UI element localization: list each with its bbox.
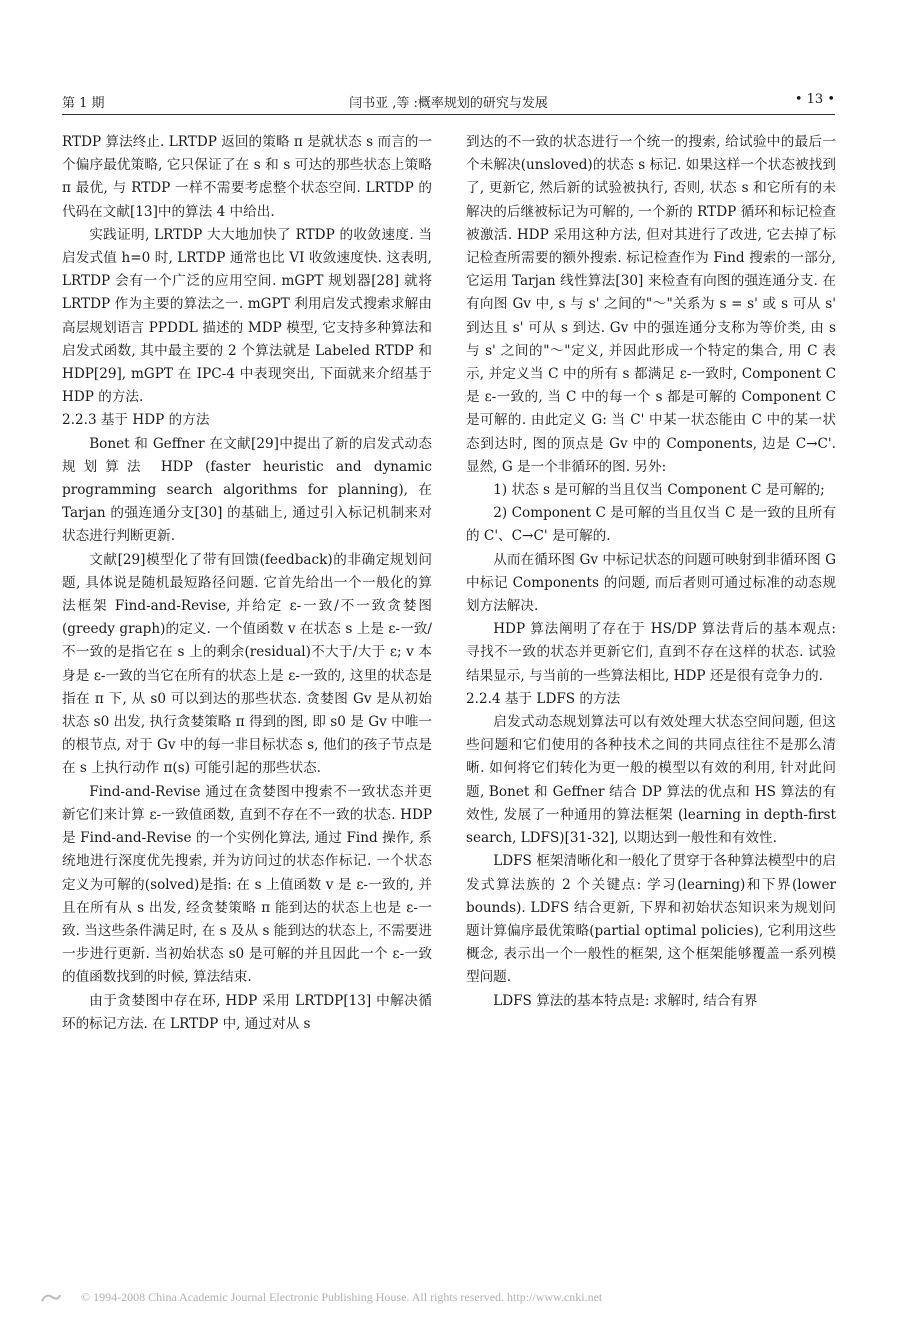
page-number: • 13 • — [794, 92, 835, 107]
paragraph: 从而在循环图 Gv 中标记状态的问题可映射到非循环图 G 中标记 Components 的问题, 而后者则可通过标准的动态规划方法解决. — [466, 551, 836, 615]
paragraph: Find-and-Revise 通过在贪婪图中搜索不一致状态并更新它们来计算 ε-一致值函数, 直到不存在不一致的状态. HDP 是 Find-and-Revise 的一个实例化算法, 通过 Find 操作, 系统地进行深度优先搜索, 并为访问过的状态作标记. 一个状态定义为可解的(solved)是指: 在 s 上值函数 v 是 ε-一致的, 并且在所有从 s 出发, 经贪婪策略 π 能到达的状态上也是 ε-一致. 当这些条件满足时, 在 s 及从 s 能到达的状态上, 不需要进一步进行更新. 当初始状态 s0 是可解的并且因此一个 ε-一致的值函数找到的时候, 算法结束. — [62, 783, 432, 986]
paragraph: LDFS 算法的基本特点是: 求解时, 结合有界 — [493, 992, 758, 1009]
cnki-logo-icon — [40, 1291, 62, 1305]
copyright-text: © 1994-2008 China Academic Journal Electronic Publishing House. All rights reserved. http://www.cnki.net — [81, 1290, 603, 1304]
section-heading: 2.2.3 基于 HDP 的方法 — [62, 412, 210, 429]
left-column — [62, 131, 432, 1036]
paragraph: Bonet 和 Geffner 在文献[29]中提出了新的启发式动态规划算法 HDP (faster heuristic and dynamic programming search algorithms for planning), 在 Tarjan 的强连通分支[30] 的基础上, 通过引入标记机制来对状态进行判断更新. — [62, 435, 432, 545]
copyright-footer — [40, 1290, 860, 1305]
right-column — [466, 131, 836, 1013]
paragraph: 到达的不一致的状态进行一个统一的搜索, 给试验中的最后一个未解决(unsloved)的状态 s 标记. 如果这样一个状态被找到了, 更新它, 然后新的试验被执行, 否则, 状态 s 和它所有的未解决的后继被标记为可解的, 一个新的 RTDP 循环和标记检查被激活. HDP 采用这种方法, 但对其进行了改进, 它去掉了标记检查所需要的额外搜索. 标记检查作为 Find 搜索的一部分, 它运用 Tarjan 线性算法[30] 来检查有向图的强连通分支. 在有向图 Gv 中, s 与 s' 之间的"～"关系为 s = s' 或 s 可从 s' 到达且 s' 可从 s 到达. Gv 中的强连通分支称为等价类, 由 s 与 s' 之间的"～"定义, 并因此形成一个特定的集合, 用 C 表示, 并定义当 C 中的所有 s 都满足 ε-一致时, Component C 是 ε-一致的, 当 C 中的每一个 s 都是可解的 Component C 是可解的. 由此定义 G: 当 C' 中某一状态能由 C 中的某一状态到达时, 图的顶点是 Gv 中的 Components, 边是 C→C'. 显然, G 是一个非循环的图. 另外: — [466, 134, 836, 475]
paragraph: LDFS 框架清晰化和一般化了贯穿于各种算法模型中的启发式算法族的 2 个关键点: 学习(learning)和下界(lower bounds). LDFS 结合更新, 下界和初始状态知识来为规划问题计算偏序最优策略(partial optimal policies), 它利用这些概念, 表示出一个一般性的框架, 这个框架能够覆盖一系列模型问题. — [466, 853, 836, 986]
issue-number: 第 1 期 — [62, 96, 105, 111]
paragraph: 1) 状态 s 是可解的当且仅当 Component C 是可解的; — [493, 482, 825, 499]
paragraph: 实践证明, LRTDP 大大地加快了 RTDP 的收敛速度. 当启发式值 h=0 时, LRTDP 通常也比 VI 收敛速度快. 这表明, LRTDP 会有一个广泛的应用空间. mGPT 规划器[28] 就将 LRTDP 作为主要的算法之一. mGPT 利用启发式搜索求解由高层规划语言 PPDDL 描述的 MDP 模型, 它支持多种算法和启发式函数, 其中最主要的 2 个算法就是 Labeled RTDP 和 HDP[29], mGPT 在 IPC-4 中表现突出, 下面就来介绍基于 HDP 的方法. — [62, 226, 432, 406]
paragraph: 启发式动态规划算法可以有效处理大状态空间问题, 但这些问题和它们使用的各种技术之间的共同点往往不是那么清晰. 如何将它们转化为更一般的模型以有效的利用, 针对此问题, Bonet 和 Geffner 结合 DP 算法的优点和 HS 算法的有效性, 发展了一种通用的算法框架 (learning in depth-first search, LDFS)[31-32], 以期达到一般性和有效性. — [466, 714, 836, 847]
paragraph: 文献[29]模型化了带有回馈(feedback)的非确定规划问题, 具体说是随机最短路径问题. 它首先给出一个一般化的算法框架 Find-and-Revise, 并给定 ε-一致/不一致贪婪图(greedy graph)的定义. 一个值函数 v 在状态 s 上是 ε-一致/不一致的是指它在 s 上的剩余(residual)不大于/大于 ε; v 本身是 ε-一致的当它在所有的状态上是 ε-一致的, 这里的状态是指在 π 下, 从 s0 可以到达的那些状态. 贪婪图 Gv 是从初始状态 s0 出发, 执行贪婪策略 π 得到的图, 即 s0 是 Gv 中唯一的根节点, 对于 Gv 中的每一非目标状态 s, 他们的孩子节点是在 s 上执行动作 π(s) 可能引起的那些状态. — [62, 551, 432, 777]
paragraph: 2) Component C 是可解的当且仅当 C 是一致的且所有的 C'、C→C' 是可解的. — [466, 505, 836, 545]
section-heading: 2.2.4 基于 LDFS 的方法 — [466, 690, 621, 707]
running-title: 闫书亚 ,等 :概率规划的研究与发展 — [349, 96, 548, 111]
paragraph: RTDP 算法终止. LRTDP 返回的策略 π 是就状态 s 而言的一个偏序最优策略, 它只保证了在 s 和 s 可达的那些状态上策略 π 最优, 与 RTDP 一样不需要考虑整个状态空间. LRTDP 的代码在文献[13]中的算法 4 中给出. — [62, 134, 432, 220]
running-header — [62, 92, 835, 115]
paragraph: HDP 算法阐明了存在于 HS/DP 算法背后的基本观点: 寻找不一致的状态并更新它们, 直到不存在这样的状态. 试验结果显示, 与当前的一些算法相比, HDP 还是很有竞争力的. — [466, 621, 836, 684]
paragraph: 由于贪婪图中存在环, HDP 采用 LRTDP[13] 中解决循环的标记方法. 在 LRTDP 中, 通过对从 s — [62, 992, 432, 1032]
